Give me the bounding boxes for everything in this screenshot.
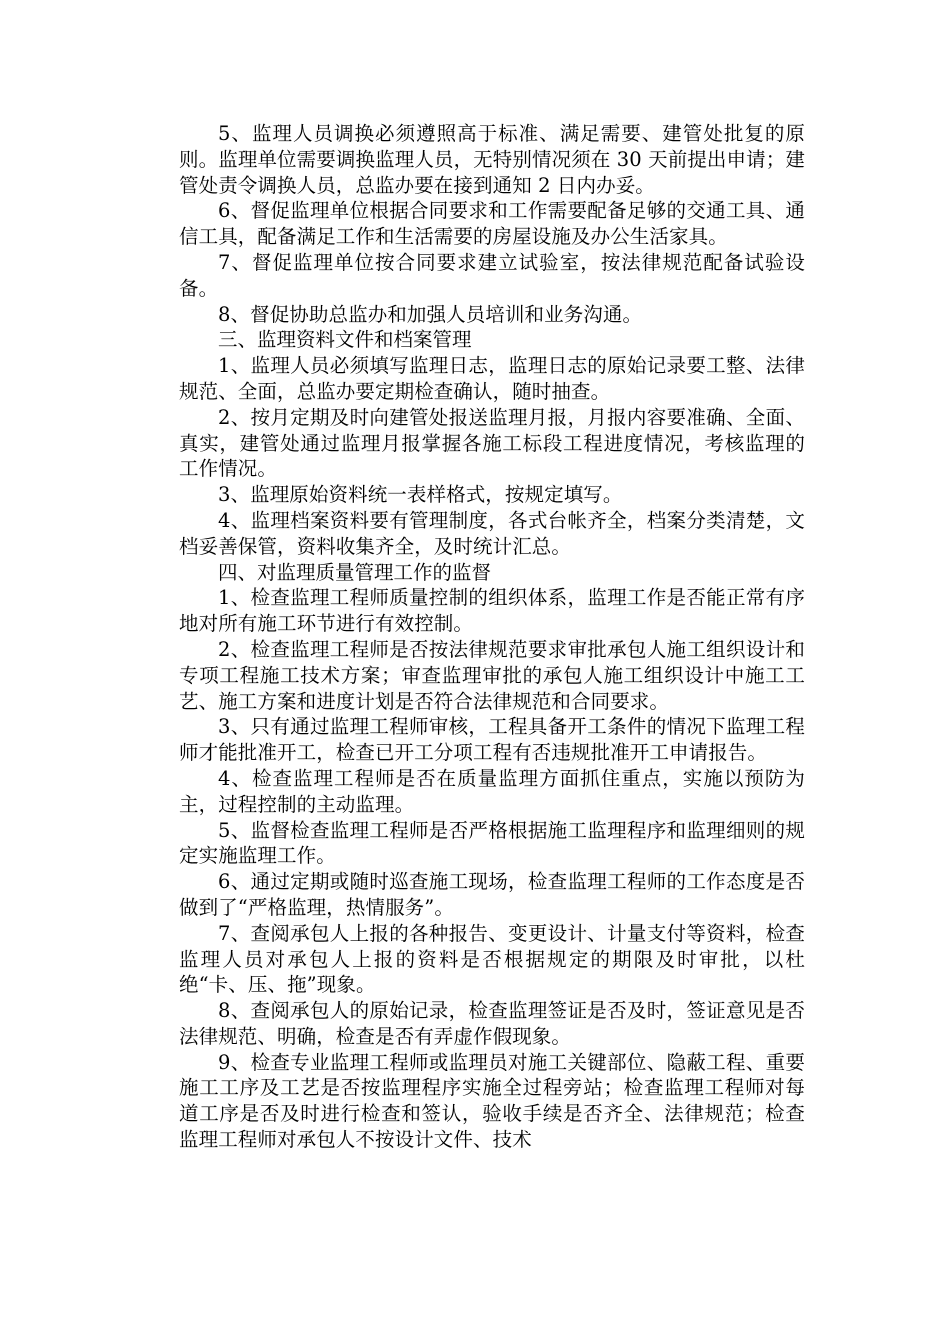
paragraph-item-4-5: 5、监督检查监理工程师是否严格根据施工监理程序和监理细则的规定实施监理工作。	[179, 818, 805, 868]
paragraph-item-4-8: 8、查阅承包人的原始记录，检查监理签证是否及时，签证意见是否法律规范、明确，检查是否有弄虚作假现象。	[179, 999, 805, 1048]
paragraph-item-4-1: 1、检查监理工程师质量控制的组织体系，监理工作是否能正常有序地对所有施工环节进行有效控制。	[179, 586, 805, 636]
paragraph-item-4-4: 4、检查监理工程师是否在质量监理方面抓住重点，实施以预防为主，过程控制的主动监理。	[179, 766, 805, 816]
paragraph-item-7: 7、督促监理单位按合同要求建立试验室，按法律规范配备试验设备。	[179, 250, 805, 300]
paragraph-item-6: 6、督促监理单位根据合同要求和工作需要配备足够的交通工具、通信工具，配备满足工作和生活需要的房屋设施及办公生活家具。	[179, 199, 805, 249]
paragraph-item-4-7: 7、查阅承包人上报的各种报告、变更设计、计量支付等资料，检查监理人员对承包人上报的资料是否根据规定的期限及时审批，以杜绝“卡、压、拖”现象。	[179, 921, 805, 997]
paragraph-item-4-3: 3、只有通过监理工程师审核，工程具备开工条件的情况下监理工程师才能批准开工，检查已开工分项工程有否违规批准开工申请报告。	[179, 715, 805, 765]
paragraph-item-3-4: 4、监理档案资料要有管理制度，各式台帐齐全，档案分类清楚，文档妥善保管，资料收集齐全，及时统计汇总。	[179, 508, 805, 558]
paragraph-item-4-9: 9、检查专业监理工程师或监理员对施工关键部位、隐蔽工程、重要施工工序及工艺是否按监理程序实施全过程旁站；检查监理工程师对每道工序是否及时进行检查和签认，验收手续是否齐全、法律规范；检查监理工程师对承包人不按设计文件、技术	[179, 1050, 805, 1152]
paragraph-item-4-6: 6、通过定期或随时巡查施工现场，检查监理工程师的工作态度是否做到了“严格监理，热情服务”。	[179, 870, 805, 919]
section-heading-4: 四、对监理质量管理工作的监督	[218, 560, 492, 584]
section-heading-3: 三、监理资料文件和档案管理	[218, 328, 472, 352]
paragraph-item-3-1: 1、监理人员必须填写监理日志，监理日志的原始记录要工整、法律规范、全面，总监办要定期检查确认，随时抽查。	[179, 354, 805, 403]
paragraph-item-3-3: 3、监理原始资料统一表样格式，按规定填写。	[218, 483, 623, 507]
paragraph-item-5: 5、监理人员调换必须遵照高于标准、满足需要、建管处批复的原则。监理单位需要调换监理人员，无特别情况须在 30 天前提出申请；建管处责令调换人员，总监办要在接到通知 2 日内办妥。	[179, 122, 805, 197]
paragraph-item-8: 8、督促协助总监办和加强人员培训和业务沟通。	[218, 302, 643, 326]
document-page	[179, 121, 805, 1153]
paragraph-item-4-2: 2、检查监理工程师是否按法律规范要求审批承包人施工组织设计和专项工程施工技术方案；审查监理审批的承包人施工组织设计中施工工艺、施工方案和进度计划是否符合法律规范和合同要求。	[179, 637, 805, 713]
paragraph-item-3-2: 2、按月定期及时向建管处报送监理月报，月报内容要准确、全面、真实，建管处通过监理月报掌握各施工标段工程进度情况，考核监理的工作情况。	[179, 405, 805, 481]
